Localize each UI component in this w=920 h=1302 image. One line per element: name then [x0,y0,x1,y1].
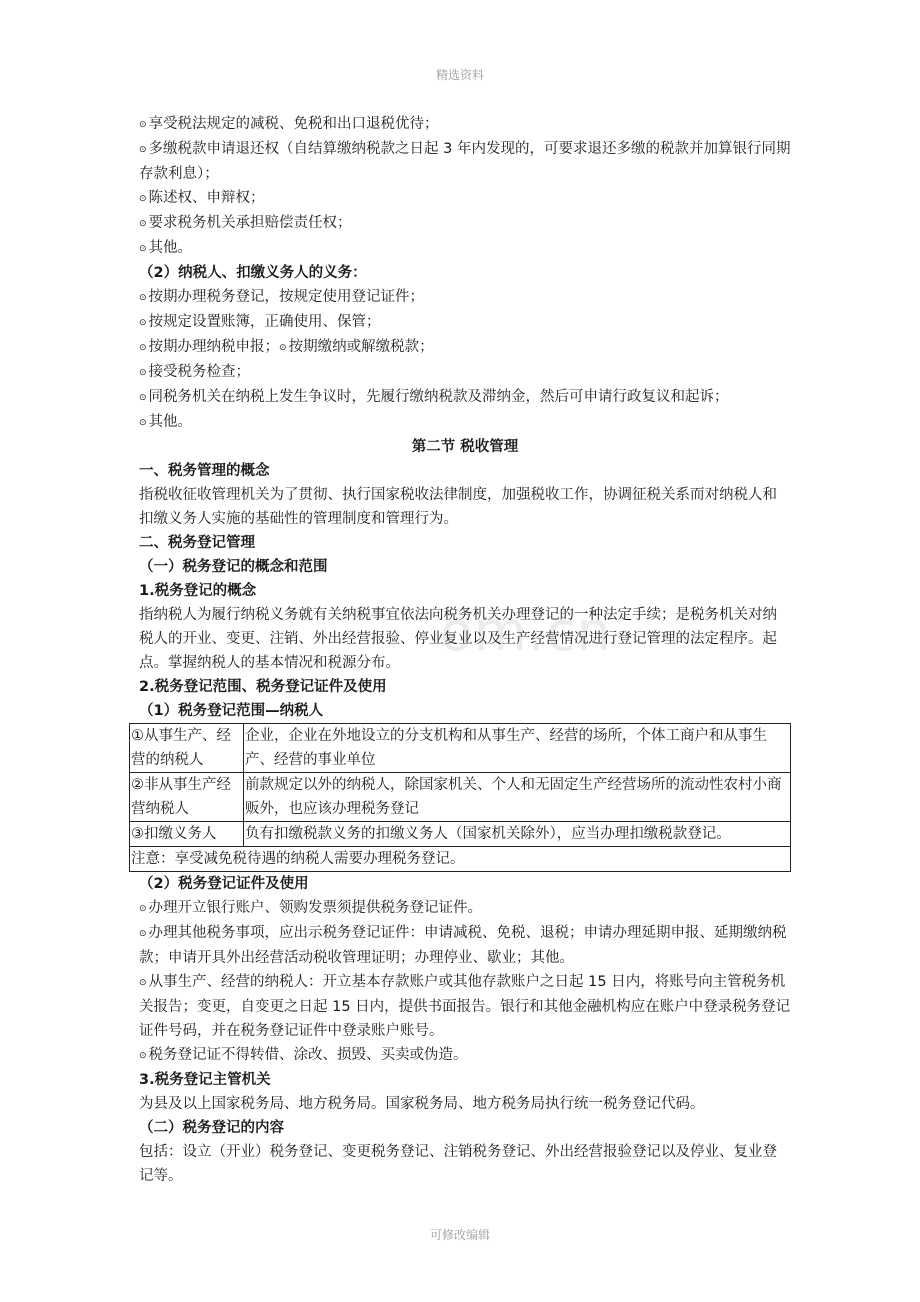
watermark-text: om.cn [440,600,612,663]
duties-item: ⊙ 按期办理税务登记，按规定使用登记证件； [139,289,425,305]
bullet-icon: ⊙ [139,393,147,403]
bullet-icon: ⊙ [139,978,147,988]
heading-reg-concept: 1.税务登记的概念 [139,583,257,599]
bullet-icon: ⊙ [139,194,147,204]
scope-label: ①从事生产、经营的纳税人 [130,724,244,773]
bullet-icon: ⊙ [279,343,287,353]
bullet-icon: ⊙ [139,343,147,353]
table-row [130,847,791,872]
paragraph-authority: 为县及以上国家税务局、地方税务局。国家税务局、地方税务局执行统一税务登记代码。 [139,1096,705,1112]
paragraph-content: 包括：设立（开业）税务登记、变更税务登记、注销税务登记、外出经营报验登记以及停业、复业登记等。 [139,1144,777,1184]
table-row [130,724,791,773]
bullet-icon: ⊙ [139,219,147,229]
cert-item: ⊙ 从事生产、经营的纳税人：开立基本存款账户或其他存款账户之日起 15 日内，将账号向主管税务机关报告；变更，自变更之日起 15 日内，提供书面报告。银行和其他金融机构应在账户中登录税务登记证件号码，并在税务登记证件中登录账户账号。 [139,974,791,1039]
bullet-icon: ⊙ [139,318,147,328]
table-row [130,773,791,822]
bullet-icon: ⊙ [139,145,147,155]
heading-concept: 一、税务管理的概念 [139,463,270,479]
bullet-icon: ⊙ [139,244,147,254]
paragraph-concept: 指税收征收管理机关为了贯彻、执行国家税收法律制度，加强税收工作，协调征税关系而对纳税人和扣缴义务人实施的基础性的管理制度和管理行为。 [139,487,777,527]
rights-item: ⊙ 要求税务机关承担赔偿责任权； [139,215,352,231]
scope-label: ③扣缴义务人 [130,822,244,847]
page-footer: 可修改编辑 [429,1228,490,1242]
duties-item: ⊙ 接受税务检查； [139,364,251,380]
heading-concept-scope: （一）税务登记的概念和范围 [139,559,328,575]
heading-authority: 3.税务登记主管机关 [139,1072,271,1088]
heading-content: （二）税务登记的内容 [139,1120,284,1136]
scope-note: 注意：享受减免税待遇的纳税人需要办理税务登记。 [130,847,791,872]
bullet-icon: ⊙ [139,1051,147,1061]
rights-item: ⊙ 享受税法规定的减税、免税和出口退税优待； [139,116,439,132]
page-header: 精选资料 [435,68,484,82]
bullet-icon: ⊙ [139,418,147,428]
table-row [130,822,791,847]
scope-desc: 负有扣缴税款义务的扣缴义务人（国家机关除外），应当办理扣缴税款登记。 [244,822,791,847]
duties-item: ⊙ 按期办理纳税申报；⊙ 按期缴纳或解缴税款； [139,339,434,355]
rights-item: ⊙ 其他。 [139,240,193,256]
bullet-icon: ⊙ [139,904,147,914]
duties-item: ⊙ 同税务机关在纳税上发生争议时，先履行缴纳税款及滞纳金，然后可申请行政复议和起诉； [139,389,729,405]
heading-registration: 二、税务登记管理 [139,535,255,551]
document-body [131,112,791,1188]
bullet-icon: ⊙ [139,368,147,378]
duties-item: ⊙ 其他。 [139,414,193,430]
scope-desc: 前款规定以外的纳税人，除国家机关、个人和无固定生产经营场所的流动性农村小商贩外，也应该办理税务登记 [244,773,791,822]
bullet-icon: ⊙ [139,120,147,130]
scope-label: ②非从事生产经营纳税人 [130,773,244,822]
cert-item: ⊙ 税务登记证不得转借、涂改、损毁、买卖或伪造。 [139,1047,468,1063]
rights-item: ⊙ 多缴税款申请退还权（自结算缴纳税款之日起 3 年内发现的，可要求退还多缴的税款并加算银行同期存款利息）； [139,141,791,182]
heading-certificate: （2）税务登记证件及使用 [139,876,309,892]
duties-item: ⊙ 按规定设置账簿，正确使用、保管； [139,314,381,330]
scope-table [129,723,791,872]
duties-heading: （2）纳税人、扣缴义务人的义务： [139,265,367,281]
heading-scope: 2.税务登记范围、税务登记证件及使用 [139,679,387,695]
cert-item: ⊙ 办理开立银行账户、领购发票须提供税务登记证件。 [139,900,483,916]
bullet-icon: ⊙ [139,929,147,939]
paragraph-reg-concept: 指纳税人为履行纳税义务就有关纳税事宜依法向税务机关办理登记的一种法定手续；是税务机关对纳税人的开业、变更、注销、外出经营报验、停业复业以及生产经营情况进行登记管理的法定程序。起点。掌握纳税人的基本情况和税源分布。 [139,607,777,671]
bullet-icon: ⊙ [139,293,147,303]
heading-scope-taxpayer: （1）税务登记范围—纳税人 [139,703,324,719]
section-title: 第二节 税收管理 [411,439,519,455]
rights-item: ⊙ 陈述权、申辩权； [139,190,265,206]
scope-desc: 企业，企业在外地设立的分支机构和从事生产、经营的场所，个体工商户和从事生产、经营的事业单位 [244,724,791,773]
cert-item: ⊙ 办理其他税务事项，应出示税务登记证件：申请减税、免税、退税；申请办理延期申报、延期缴纳税款；申请开具外出经营活动税收管理证明；办理停业、歇业；其他。 [139,925,787,966]
